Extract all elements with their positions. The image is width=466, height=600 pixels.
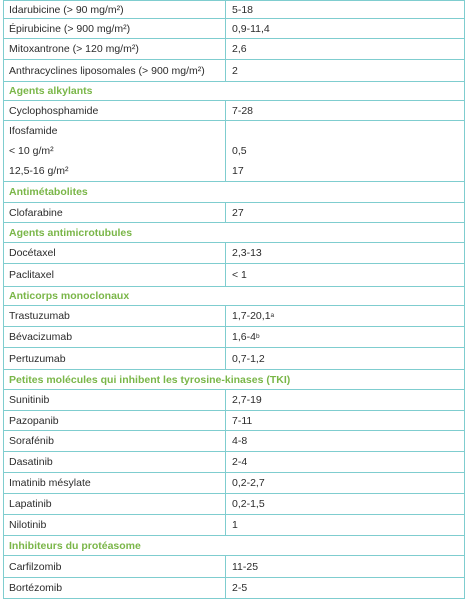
table-row	[3, 60, 465, 82]
drug-name-cell: Lapatinib	[3, 494, 226, 514]
table-row	[3, 494, 465, 515]
value-text: 2,7-19	[232, 394, 262, 406]
table-row	[3, 264, 465, 287]
value-text: 2	[232, 64, 238, 77]
section-heading	[3, 82, 465, 101]
drug-name-cell: Carfilzomib	[3, 556, 226, 577]
value-cell	[226, 411, 465, 430]
value-text: 11-25	[232, 560, 259, 573]
table-row	[3, 452, 465, 473]
drug-name-line: < 10 g/m²	[9, 145, 54, 157]
table-row	[3, 556, 465, 578]
value-line: 17	[232, 165, 244, 177]
value-cell	[226, 39, 465, 59]
value-cell	[226, 101, 465, 120]
table-row	[3, 327, 465, 348]
drug-name-cell: Cyclophosphamide	[3, 101, 226, 120]
value-line: 0,5	[232, 145, 247, 157]
drug-name-cell: Mitoxantrone (> 120 mg/m²)	[3, 39, 226, 59]
value-cell	[226, 578, 465, 598]
value-cell	[226, 556, 465, 577]
value-text: 5-18	[232, 3, 254, 16]
drug-name-cell: Bévacizumab	[3, 327, 226, 347]
value-text: < 1	[232, 269, 247, 281]
table-row	[3, 19, 465, 39]
section-heading	[3, 287, 465, 306]
value-cell	[226, 60, 465, 81]
value-text: 0,7-1,2	[232, 352, 265, 365]
value-text: 1,7-20,1	[232, 310, 271, 322]
value-text: 2,3-13	[232, 247, 262, 259]
value-text: 2-5	[232, 582, 248, 594]
drug-name-cell: Imatinib mésylate	[3, 473, 226, 493]
value-cell	[226, 121, 465, 181]
section-heading	[3, 536, 465, 556]
drug-name-cell: Trastuzumab	[3, 306, 226, 326]
value-cell	[226, 264, 465, 286]
table-row	[3, 121, 465, 182]
drug-name-cell: Pertuzumab	[3, 348, 226, 369]
section-heading	[3, 182, 465, 203]
drug-name-cell: Clofarabine	[3, 203, 226, 222]
drug-name-cell: Pazopanib	[3, 411, 226, 430]
value-cell	[226, 473, 465, 493]
value-text: 2-4	[232, 456, 248, 468]
value-cell	[226, 348, 465, 369]
value-cell: 1,6-4 b	[226, 327, 465, 347]
section-heading	[3, 223, 465, 243]
section-heading-label: Agents antimicrotubules	[9, 226, 133, 239]
section-heading	[3, 370, 465, 390]
section-heading-label: Anticorps monoclonaux	[9, 290, 130, 302]
section-heading-label: Agents alkylants	[9, 85, 93, 97]
drug-name-line: 12,5-16 g/m²	[9, 165, 69, 177]
table-row	[3, 431, 465, 452]
value-cell	[226, 390, 465, 410]
drug-name-line: Ifosfamide	[9, 125, 58, 137]
drug-name-cell: Anthracyclines liposomales (> 900 mg/m²)	[3, 60, 226, 81]
value-cell	[226, 452, 465, 472]
table-row	[3, 243, 465, 264]
table-row	[3, 515, 465, 536]
table-row	[3, 348, 465, 370]
value-text: 1	[232, 519, 238, 531]
value-text: 0,2-1,5	[232, 498, 265, 510]
value-text: 7-28	[232, 104, 254, 117]
drug-name-cell: Idarubicine (> 90 mg/m²)	[3, 1, 226, 18]
table-row	[3, 101, 465, 121]
table-row	[3, 390, 465, 411]
value-text: 0,9-11,4	[232, 22, 270, 35]
table-row	[3, 39, 465, 60]
value-cell	[226, 243, 465, 263]
section-heading-label: Petites molécules qui inhibent les tyrosine-kinases (TKI)	[9, 373, 291, 386]
value-text: 27	[232, 206, 244, 219]
value-text: 4-8	[232, 435, 248, 447]
table-row	[3, 203, 465, 223]
drug-name-cell	[3, 121, 226, 181]
table-row	[3, 578, 465, 599]
value-text: 1,6-4	[232, 331, 256, 343]
table-row	[3, 411, 465, 431]
drug-name-cell: Nilotinib	[3, 515, 226, 535]
drug-name-cell: Sunitinib	[3, 390, 226, 410]
drug-name-cell: Paclitaxel	[3, 264, 226, 286]
drug-name-cell: Épirubicine (> 900 mg/m²)	[3, 19, 226, 38]
table-row	[3, 473, 465, 494]
value-text: 2,6	[232, 43, 247, 55]
table-row	[3, 306, 465, 327]
value-text: 0,2-2,7	[232, 477, 265, 489]
value-cell: 1,7-20,1 a	[226, 306, 465, 326]
value-cell	[226, 19, 465, 38]
section-heading-label: Inhibiteurs du protéasome	[9, 539, 141, 552]
section-heading-label: Antimétabolites	[9, 186, 88, 198]
drug-name-cell: Docétaxel	[3, 243, 226, 263]
value-text: 7-11	[232, 414, 253, 427]
table-row	[3, 0, 465, 19]
drug-name-cell: Dasatinib	[3, 452, 226, 472]
drug-cardiotoxicity-table	[3, 0, 465, 599]
value-cell	[226, 431, 465, 451]
drug-name-cell: Sorafénib	[3, 431, 226, 451]
value-cell	[226, 203, 465, 222]
value-cell	[226, 1, 465, 18]
value-cell	[226, 494, 465, 514]
drug-name-cell: Bortézomib	[3, 578, 226, 598]
value-cell	[226, 515, 465, 535]
